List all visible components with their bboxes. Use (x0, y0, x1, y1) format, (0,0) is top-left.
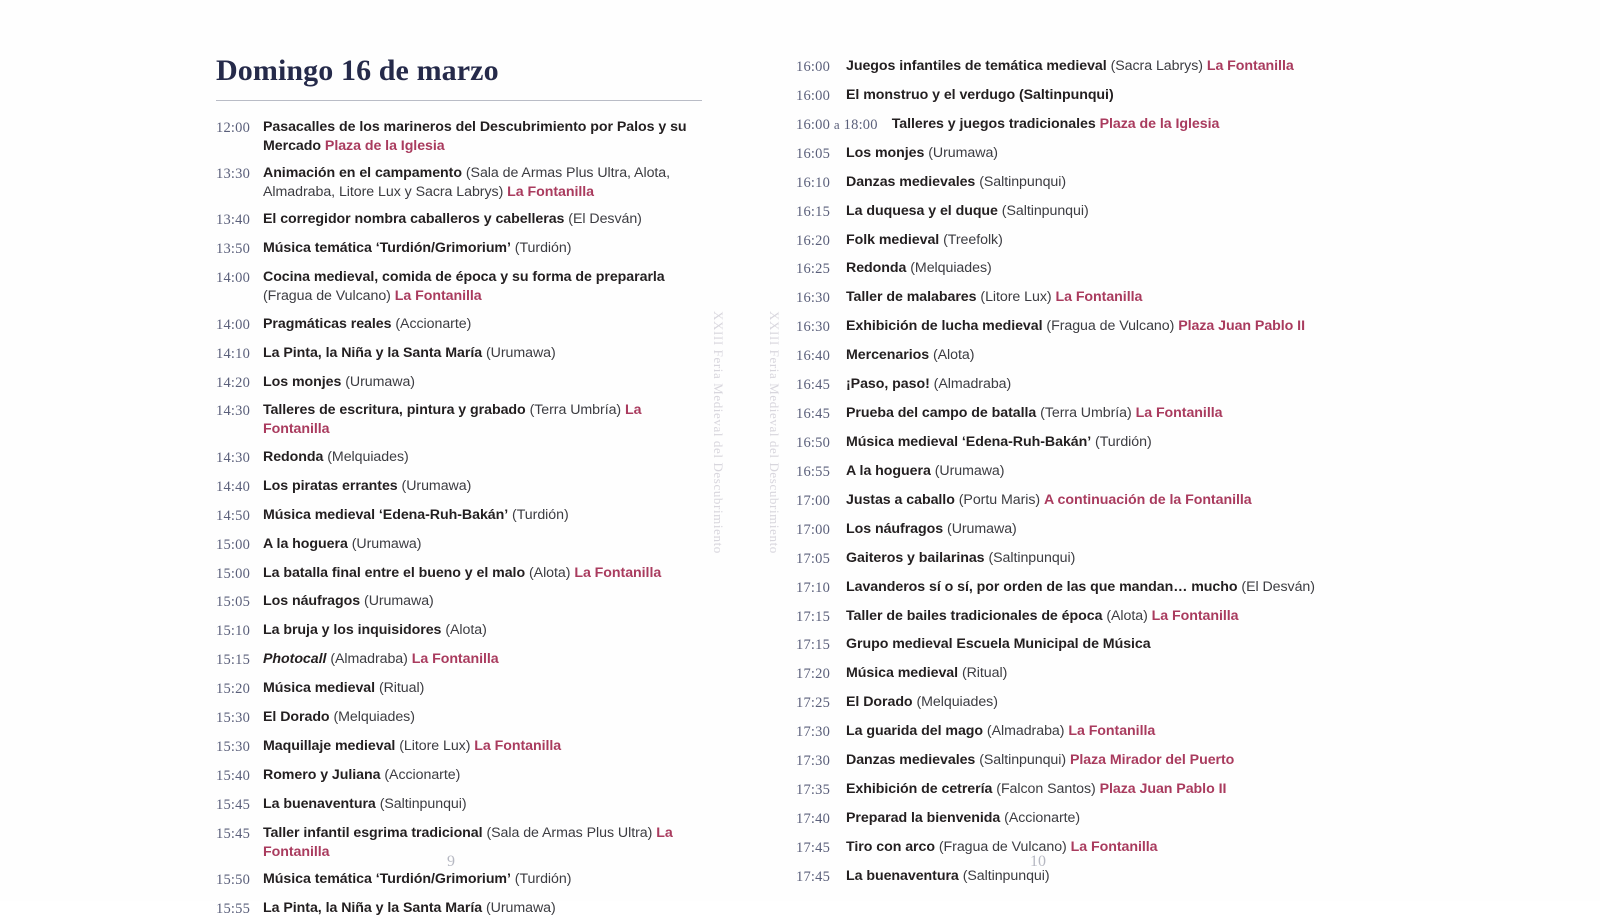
entry-group: (Melquiades) (327, 448, 409, 465)
entry-title: Los monjes (846, 144, 925, 161)
entry-title: A la hoguera (846, 462, 931, 479)
entry-group: (Urumawa) (364, 593, 434, 610)
entry-body (846, 491, 1336, 510)
entry-time: 16:05 (796, 145, 831, 162)
entry-venue: La Fontanilla (1151, 607, 1239, 624)
entry-time: 16:30 (796, 290, 831, 307)
schedule-entry (796, 404, 1336, 424)
entry-group: (Urumawa) (345, 373, 415, 390)
left-page-column (216, 0, 702, 918)
entry-title: Juegos infantiles de temática medieval (846, 58, 1107, 74)
entry-title: A la hoguera (263, 535, 348, 552)
entry-body (263, 708, 702, 727)
schedule-entry (216, 268, 702, 306)
schedule-entry (796, 462, 1336, 482)
schedule-entry (216, 650, 702, 670)
entry-venue: A continuación de la Fontanilla (1043, 491, 1252, 508)
entry-body (263, 870, 702, 889)
entry-body (263, 766, 702, 785)
entry-title: El corregidor nombra caballeros y cabelleras (263, 211, 565, 228)
entry-time: 14:30 (216, 449, 251, 466)
schedule-entry (216, 795, 702, 815)
entry-title: Taller infantil esgrima tradicional (263, 824, 483, 841)
entry-time: 12:00 (216, 119, 251, 136)
entry-title: La bruja y los inquisidores (263, 622, 442, 639)
entry-title: Los náufragos (263, 593, 361, 610)
entry-body (263, 448, 702, 467)
entry-body (892, 115, 1336, 134)
entry-body (846, 86, 1336, 105)
entry-time: 17:25 (796, 695, 831, 712)
schedule-entry (796, 809, 1336, 829)
schedule-entry (216, 401, 702, 439)
schedule-entry (216, 448, 702, 468)
page-title: Domingo 16 de marzo (216, 54, 499, 87)
entry-group: (Saltinpunqui) (988, 549, 1076, 566)
entry-title: Romero y Juliana (263, 766, 381, 783)
entry-time: 16:55 (796, 463, 831, 480)
schedule-entry (796, 375, 1336, 395)
schedule-entry (796, 751, 1336, 771)
entry-time: 14:00 (216, 316, 251, 333)
heading-divider (216, 100, 702, 101)
entry-body (846, 722, 1336, 741)
schedule-entry (796, 607, 1336, 627)
entry-title: Taller de bailes tradicionales de época (846, 607, 1103, 624)
entry-venue: La Fontanilla (507, 183, 595, 200)
entry-title: Prueba del campo de batalla (846, 405, 1037, 422)
entry-group: (Terra Umbría) (1040, 405, 1132, 422)
entry-body (846, 173, 1336, 192)
entry-group: (Urumawa) (351, 535, 422, 552)
entry-body (263, 824, 702, 862)
entry-time: 17:40 (796, 810, 831, 827)
entry-time: 14:20 (216, 374, 251, 391)
entry-group: (Litore Lux) (980, 289, 1052, 306)
entry-body (263, 401, 702, 439)
entry-time: 14:00 (216, 270, 251, 287)
entry-group: (Almadraba) (933, 376, 1012, 393)
entry-time: 15:40 (216, 767, 251, 784)
entry-body (263, 373, 702, 392)
schedule-entry (216, 239, 702, 259)
entry-group: (Sala de Armas Plus Ultra) (486, 824, 653, 841)
schedule-entry (796, 317, 1336, 337)
entry-title: Lavanderos sí o sí, por orden de las que mandan… mucho (846, 578, 1238, 595)
entry-body (846, 57, 1336, 76)
entry-group: (Accionarte) (395, 315, 472, 332)
entry-title: Grupo medieval Escuela Municipal de Música (846, 636, 1151, 653)
schedule-entry (216, 737, 702, 757)
entry-title: Taller de malabares (846, 289, 977, 306)
schedule-entry (216, 679, 702, 699)
schedule-entry (796, 578, 1336, 598)
entry-time: 16:45 (796, 406, 831, 423)
entry-body (846, 462, 1336, 481)
entry-body (263, 650, 702, 669)
entry-time: 16:10 (796, 174, 831, 191)
entry-time: 17:35 (796, 782, 831, 799)
entry-group: (Fragua de Vulcano) (263, 288, 391, 305)
entry-body (263, 344, 702, 363)
entry-time: 15:05 (216, 594, 251, 611)
entry-body (846, 259, 1336, 278)
entry-body (846, 809, 1336, 828)
entry-group: (Saltinpunqui) (979, 173, 1067, 190)
entry-group: (Turdión) (512, 506, 569, 523)
entry-time: 13:50 (216, 241, 251, 258)
schedule-entry (796, 664, 1336, 684)
folio-right: 10 (1030, 853, 1046, 870)
schedule-entry (796, 722, 1336, 742)
entry-body (263, 592, 702, 611)
entry-group: (Litore Lux) (399, 738, 471, 755)
right-page-column (796, 0, 1336, 901)
entry-title: Música medieval ‘Edena-Ruh-Bakán’ (263, 506, 509, 523)
entry-time: 14:40 (216, 478, 251, 495)
entry-title: Redonda (263, 448, 324, 465)
entry-time: 15:15 (216, 652, 251, 669)
entry-group: (Melquiades) (916, 694, 998, 711)
schedule-entry (796, 86, 1336, 106)
entry-body (846, 144, 1336, 163)
entry-time: 17:30 (796, 724, 831, 741)
entry-time: 14:50 (216, 507, 251, 524)
schedule-entry (796, 202, 1336, 222)
schedule-entry (796, 57, 1336, 77)
spine-label-left: XXIII Feria Medieval del Descubrimiento (711, 311, 726, 554)
entry-time: 17:05 (796, 550, 831, 567)
schedule-entry (796, 115, 1336, 135)
entry-time: 15:20 (216, 681, 251, 698)
spine-label-right: XXIII Feria Medieval del Descubrimiento (767, 311, 782, 554)
entry-group: (Melquiades) (910, 260, 992, 277)
entry-group: (Portu Maris) (958, 491, 1041, 508)
entry-time: 15:10 (216, 623, 251, 640)
entry-body (263, 679, 702, 698)
entry-group: (Urumawa) (401, 477, 472, 494)
schedule-entry (796, 635, 1336, 655)
entry-body (263, 564, 702, 583)
entry-time: 17:10 (796, 579, 831, 596)
entry-group: (Urumawa) (485, 900, 556, 917)
entry-group: (Almadraba) (986, 723, 1065, 740)
entry-body (846, 607, 1336, 626)
entry-venue: La Fontanilla (474, 738, 562, 755)
entry-title: Tiro con arco (846, 838, 935, 855)
entry-time: 17:15 (796, 608, 831, 625)
schedule-entry (796, 520, 1336, 540)
entry-venue: Plaza Mirador del Puerto (1069, 752, 1235, 769)
entry-body (263, 621, 702, 640)
entry-group: (Sala de Armas Plus Ultra, Alota, Almadraba, Litore Lux y Sacra Labrys) (263, 165, 671, 200)
entry-body (846, 693, 1336, 712)
entry-body (846, 375, 1336, 394)
entry-body (846, 433, 1336, 452)
schedule-entry (216, 592, 702, 612)
entry-title: La buenaventura (846, 867, 959, 884)
schedule-entry (216, 210, 702, 230)
entry-body (846, 317, 1336, 336)
entry-title: Los piratas errantes (263, 477, 398, 494)
entry-title: La Pinta, la Niña y la Santa María (263, 900, 483, 917)
entry-group: (Terra Umbría) (529, 402, 622, 419)
schedule-entry (216, 344, 702, 364)
entry-time: 15:00 (216, 565, 251, 582)
entry-time: 16:15 (796, 203, 831, 220)
entry-time: 16:00 (796, 59, 831, 75)
entry-group: (Alota) (1106, 607, 1148, 624)
entry-body (846, 346, 1336, 365)
schedule-list-left (216, 118, 702, 920)
entry-body (846, 780, 1336, 799)
entry-group: (Saltinpunqui) (379, 795, 467, 812)
entry-body (263, 210, 702, 229)
entry-time: 14:10 (216, 345, 251, 362)
entry-time: 16:20 (796, 232, 831, 249)
entry-group: (Accionarte) (1004, 809, 1081, 826)
schedule-entry (216, 824, 702, 862)
schedule-entry (216, 477, 702, 497)
entry-group: (Urumawa) (928, 144, 998, 161)
entry-time: 16:30 (796, 319, 831, 336)
entry-group: (Treefolk) (943, 231, 1003, 248)
entry-title: ¡Paso, paso! (846, 376, 930, 393)
entry-time: 17:00 (796, 492, 831, 509)
entry-venue: La Fontanilla (1055, 289, 1143, 306)
entry-title: Música medieval (846, 665, 959, 682)
entry-group: (Ritual) (961, 665, 1008, 682)
folio-left: 9 (447, 853, 455, 870)
entry-body (846, 751, 1336, 770)
schedule-entry (796, 693, 1336, 713)
entry-body (263, 795, 702, 814)
entry-time: 17:30 (796, 753, 831, 770)
entry-group: (Alota) (445, 622, 487, 639)
schedule-entry (216, 315, 702, 335)
entry-body (846, 867, 1336, 886)
schedule-entry (796, 838, 1336, 858)
entry-title: Exhibición de cetrería (846, 781, 993, 798)
entry-group: (Turdión) (514, 240, 572, 257)
schedule-entry (796, 780, 1336, 800)
entry-title: Música medieval ‘Edena-Ruh-Bakán’ (846, 433, 1092, 450)
entry-title: El Dorado (846, 694, 913, 711)
entry-title: Justas a caballo (846, 491, 955, 508)
schedule-entry (216, 535, 702, 555)
entry-body (263, 899, 702, 918)
entry-time: 15:30 (216, 739, 251, 756)
entry-group: (El Desván) (568, 211, 642, 228)
entry-time: 15:50 (216, 872, 251, 889)
entry-title: Gaiteros y bailarinas (846, 549, 985, 566)
entry-title: Maquillaje medieval (263, 738, 396, 755)
entry-body (263, 737, 702, 756)
entry-time: 17:45 (796, 839, 831, 856)
entry-time: 17:15 (796, 637, 831, 654)
entry-body (263, 506, 702, 525)
entry-title: La batalla final entre el bueno y el malo (263, 564, 526, 581)
entry-time: 17:00 (796, 521, 831, 538)
entry-body (846, 404, 1336, 423)
entry-time: 16:45 (796, 377, 831, 394)
schedule-entry (216, 708, 702, 728)
entry-body (846, 202, 1336, 221)
entry-venue: La Fontanilla (1135, 405, 1223, 422)
entry-title: Exhibición de lucha medieval (846, 318, 1043, 335)
schedule-entry (796, 433, 1336, 453)
entry-body (263, 164, 702, 202)
schedule-list-right (796, 57, 1336, 887)
schedule-entry (216, 899, 702, 919)
entry-group: (Sacra Labrys) (1110, 58, 1203, 74)
schedule-entry (796, 288, 1336, 308)
entry-time: 16:00 a 18:00 (796, 116, 878, 133)
entry-group: (Saltinpunqui) (979, 752, 1067, 769)
schedule-entry (796, 144, 1336, 164)
entry-time: 17:20 (796, 666, 831, 683)
entry-group: (Fragua de Vulcano) (938, 838, 1067, 855)
entry-title: Photocall (263, 651, 327, 668)
entry-title: Mercenarios (846, 347, 930, 364)
entry-title: Los náufragos (846, 520, 944, 537)
entry-group: (Alota) (932, 347, 975, 364)
entry-venue: La Fontanilla (263, 402, 642, 438)
entry-time: 16:25 (796, 261, 831, 278)
entry-time: 15:00 (216, 536, 251, 553)
entry-title: El Dorado (263, 709, 330, 726)
entry-venue: Plaza de la Iglesia (1099, 115, 1220, 132)
entry-group: (Urumawa) (934, 462, 1005, 479)
entry-group: (Saltinpunqui) (1001, 202, 1089, 219)
entry-title: Los monjes (263, 373, 342, 390)
schedule-entry (216, 766, 702, 786)
entry-venue: Plaza Juan Pablo II (1178, 318, 1305, 335)
entry-time: 16:50 (796, 434, 831, 451)
entry-time: 14:30 (216, 403, 251, 420)
entry-body (846, 664, 1336, 683)
entry-group: (Melquiades) (333, 709, 415, 726)
entry-title: Música temática ‘Turdión/Grimorium’ (263, 240, 511, 257)
schedule-entry (216, 164, 702, 202)
entry-time: 13:30 (216, 166, 251, 182)
entry-group: (Accionarte) (384, 766, 461, 783)
schedule-entry (796, 346, 1336, 366)
entry-title: La guarida del mago (846, 723, 984, 740)
entry-venue: La Fontanilla (1068, 723, 1156, 740)
entry-group: (El Desván) (1241, 578, 1315, 595)
schedule-entry (216, 564, 702, 584)
entry-title: Preparad la bienvenida (846, 809, 1001, 826)
entry-body (263, 315, 702, 334)
entry-group: (Urumawa) (947, 520, 1017, 537)
schedule-entry (796, 173, 1336, 193)
schedule-entry (796, 867, 1336, 887)
entry-body (846, 288, 1336, 307)
entry-title: Redonda (846, 260, 907, 277)
schedule-entry (796, 231, 1336, 251)
entry-venue: La Fontanilla (263, 824, 673, 860)
entry-body (846, 520, 1336, 539)
entry-body (263, 268, 702, 306)
schedule-entry (216, 506, 702, 526)
entry-body (846, 838, 1336, 857)
entry-title: Música medieval (263, 680, 376, 697)
entry-body (846, 231, 1336, 250)
schedule-entry (796, 491, 1336, 511)
entry-time: 16:40 (796, 348, 831, 365)
schedule-entry (216, 870, 702, 890)
entry-group: (Turdión) (514, 871, 572, 888)
entry-group: (Falcon Santos) (996, 781, 1096, 798)
entry-title: Pasacalles de los marineros del Descubrimiento por Palos y su Mercado (263, 118, 687, 154)
entry-title: Talleres de escritura, pintura y grabado (263, 402, 526, 419)
entry-time: 15:55 (216, 901, 251, 918)
schedule-entry (216, 118, 702, 156)
schedule-entry (796, 549, 1336, 569)
entry-time: 15:30 (216, 710, 251, 727)
entry-time: 17:45 (796, 868, 831, 885)
entry-title: Pragmáticas reales (263, 315, 392, 332)
schedule-entry (216, 373, 702, 393)
entry-venue: Plaza de la Iglesia (324, 137, 445, 154)
entry-venue: La Fontanilla (411, 651, 499, 668)
entry-venue: La Fontanilla (574, 564, 662, 581)
entry-time: 16:00 (796, 87, 831, 104)
entry-venue: La Fontanilla (394, 288, 482, 305)
entry-group: (Turdión) (1095, 433, 1152, 450)
entry-body (263, 118, 702, 156)
entry-group: (Fragua de Vulcano) (1046, 318, 1175, 335)
entry-venue: La Fontanilla (1206, 58, 1294, 74)
entry-venue: Plaza Juan Pablo II (1099, 781, 1227, 798)
entry-title: Folk medieval (846, 231, 940, 248)
entry-body (846, 578, 1336, 597)
entry-group: (Alota) (528, 564, 571, 581)
entry-title: Música temática ‘Turdión/Grimorium’ (263, 871, 511, 888)
entry-title: Animación en el campamento (263, 165, 462, 181)
entry-group: (Saltinpunqui) (962, 867, 1050, 884)
entry-time: 15:45 (216, 796, 251, 813)
entry-title: Danzas medievales (846, 752, 976, 769)
entry-group: (Ritual) (378, 680, 425, 697)
entry-body (846, 549, 1336, 568)
entry-body (846, 635, 1336, 654)
entry-title: La duquesa y el duque (846, 202, 998, 219)
entry-title: El monstruo y el verdugo (Saltinpunqui) (846, 86, 1114, 103)
entry-venue: La Fontanilla (1070, 838, 1158, 855)
entry-time: 15:45 (216, 825, 251, 842)
entry-group: (Almadraba) (330, 651, 408, 668)
entry-title: Cocina medieval, comida de época y su forma de prepararla (263, 269, 665, 286)
entry-title: La Pinta, la Niña y la Santa María (263, 344, 483, 361)
entry-title: La buenaventura (263, 795, 376, 812)
entry-body (263, 535, 702, 554)
schedule-entry (796, 259, 1336, 279)
entry-body (263, 477, 702, 496)
entry-group: (Urumawa) (485, 344, 556, 361)
entry-title: Talleres y juegos tradicionales (891, 115, 1096, 132)
entry-time: 13:40 (216, 212, 251, 229)
entry-body (263, 239, 702, 258)
schedule-entry (216, 621, 702, 641)
entry-title: Danzas medievales (846, 173, 976, 190)
